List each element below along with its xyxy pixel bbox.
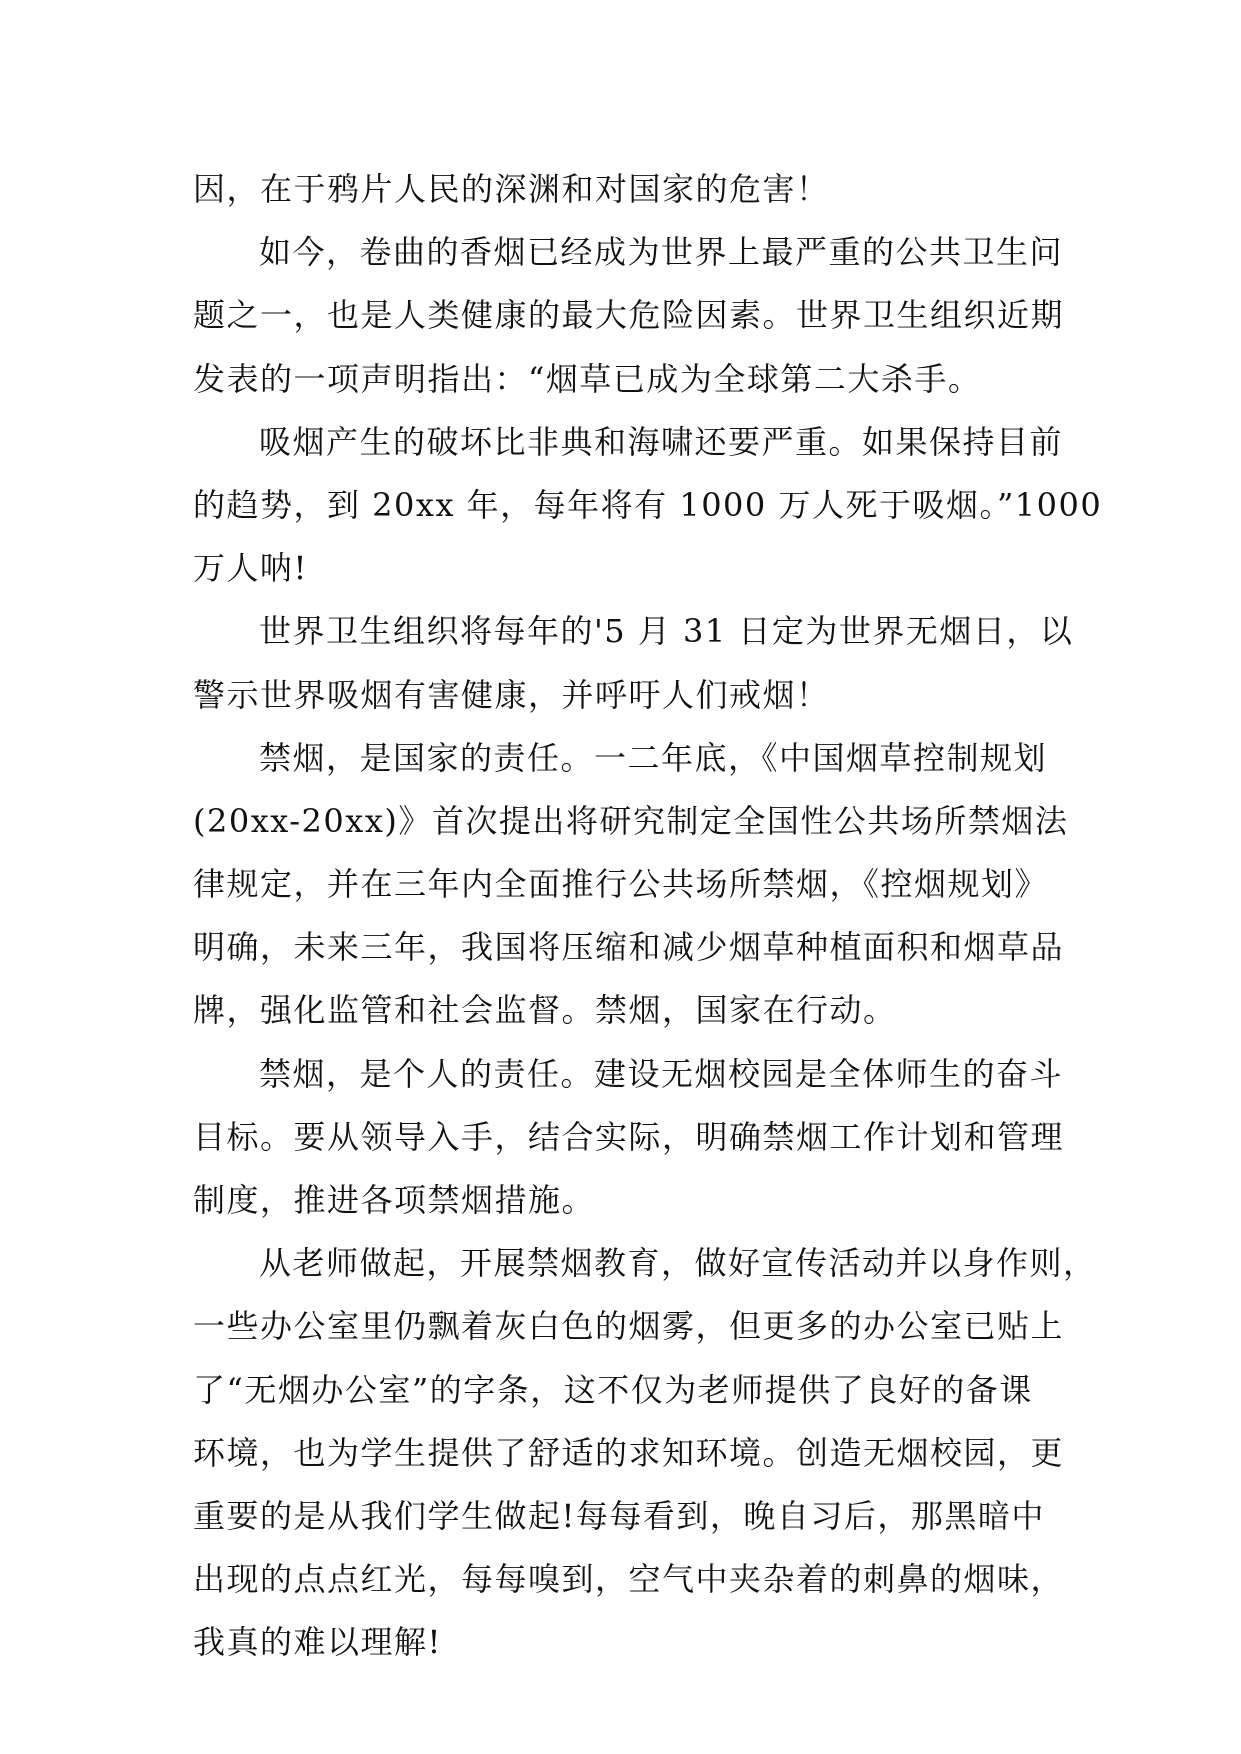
text-line: 吸烟产生的破坏比非典和海啸还要严重。如果保持目前: [259, 422, 1064, 461]
paragraph-1: [193, 158, 1055, 221]
paragraph-5: [193, 727, 1069, 1043]
text-line: 从老师做起，开展禁烟教育，做好宣传活动并以身作则，: [259, 1244, 1097, 1283]
text-line: 因，在于鸦片人民的深渊和对国家的危害！: [193, 170, 830, 208]
document-body: [193, 158, 1103, 1675]
text-line: 万人呐!: [193, 549, 308, 588]
text-line: 律规定，并在三年内全面推行公共场所禁烟，《控烟规划》: [193, 865, 1049, 904]
text-line: 牌，强化监管和社会监督。禁烟，国家在行动。: [193, 991, 897, 1030]
text-line: 禁烟，是个人的责任。建设无烟校园是全体师生的奋斗: [259, 1054, 1064, 1093]
paragraph-7: [193, 1232, 1097, 1674]
text-line: 了“无烟办公室”的字条，这不仅为老师提供了良好的备课: [193, 1370, 1033, 1409]
paragraph-2: [193, 221, 1065, 411]
text-line: 题之一，也是人类健康的最大危险因素。世界卫生组织近期: [193, 296, 1065, 335]
text-line: 的趋势，到 20xx 年，每年将有 1000 万人死于吸烟。”1000: [193, 485, 1103, 524]
text-line: 发表的一项声明指出：“烟草已成为全球第二大杀手。: [193, 359, 982, 398]
text-line: 世界卫生组织将每年的'5 月 31 日定为世界无烟日，以: [259, 612, 1074, 651]
paragraph-3: [193, 411, 1103, 601]
text-line: 出现的点点红光，每每嗅到，空气中夹杂着的刺鼻的烟味，: [193, 1560, 1065, 1599]
text-line: 明确，未来三年，我国将压缩和减少烟草种植面积和烟草品: [193, 928, 1065, 967]
text-line: 禁烟，是国家的责任。一二年底，《中国烟草控制规划: [259, 738, 1048, 777]
text-line: 环境，也为学生提供了舒适的求知环境。创造无烟校园，更: [193, 1433, 1065, 1472]
text-line: 制度，推进各项禁烟措施。: [193, 1181, 596, 1219]
text-line: 一些办公室里仍飘着灰白色的烟雾，但更多的办公室已贴上: [193, 1307, 1065, 1346]
text-line: (20xx-20xx)》首次提出将研究制定全国性公共场所禁烟法: [193, 801, 1069, 840]
text-line: 如今，卷曲的香烟已经成为世界上最严重的公共卫生问: [259, 233, 1064, 272]
text-line: 目标。要从领导入手，结合实际，明确禁烟工作计划和管理: [193, 1117, 1065, 1156]
paragraph-4: [193, 600, 1074, 726]
text-line: 我真的难以理解!: [193, 1623, 442, 1662]
text-line: 警示世界吸烟有害健康，并呼吁人们戒烟！: [193, 675, 830, 714]
text-line: 重要的是从我们学生做起!每每看到，晚自习后，那黑暗中: [193, 1496, 1045, 1535]
paragraph-6: [193, 1043, 1065, 1233]
